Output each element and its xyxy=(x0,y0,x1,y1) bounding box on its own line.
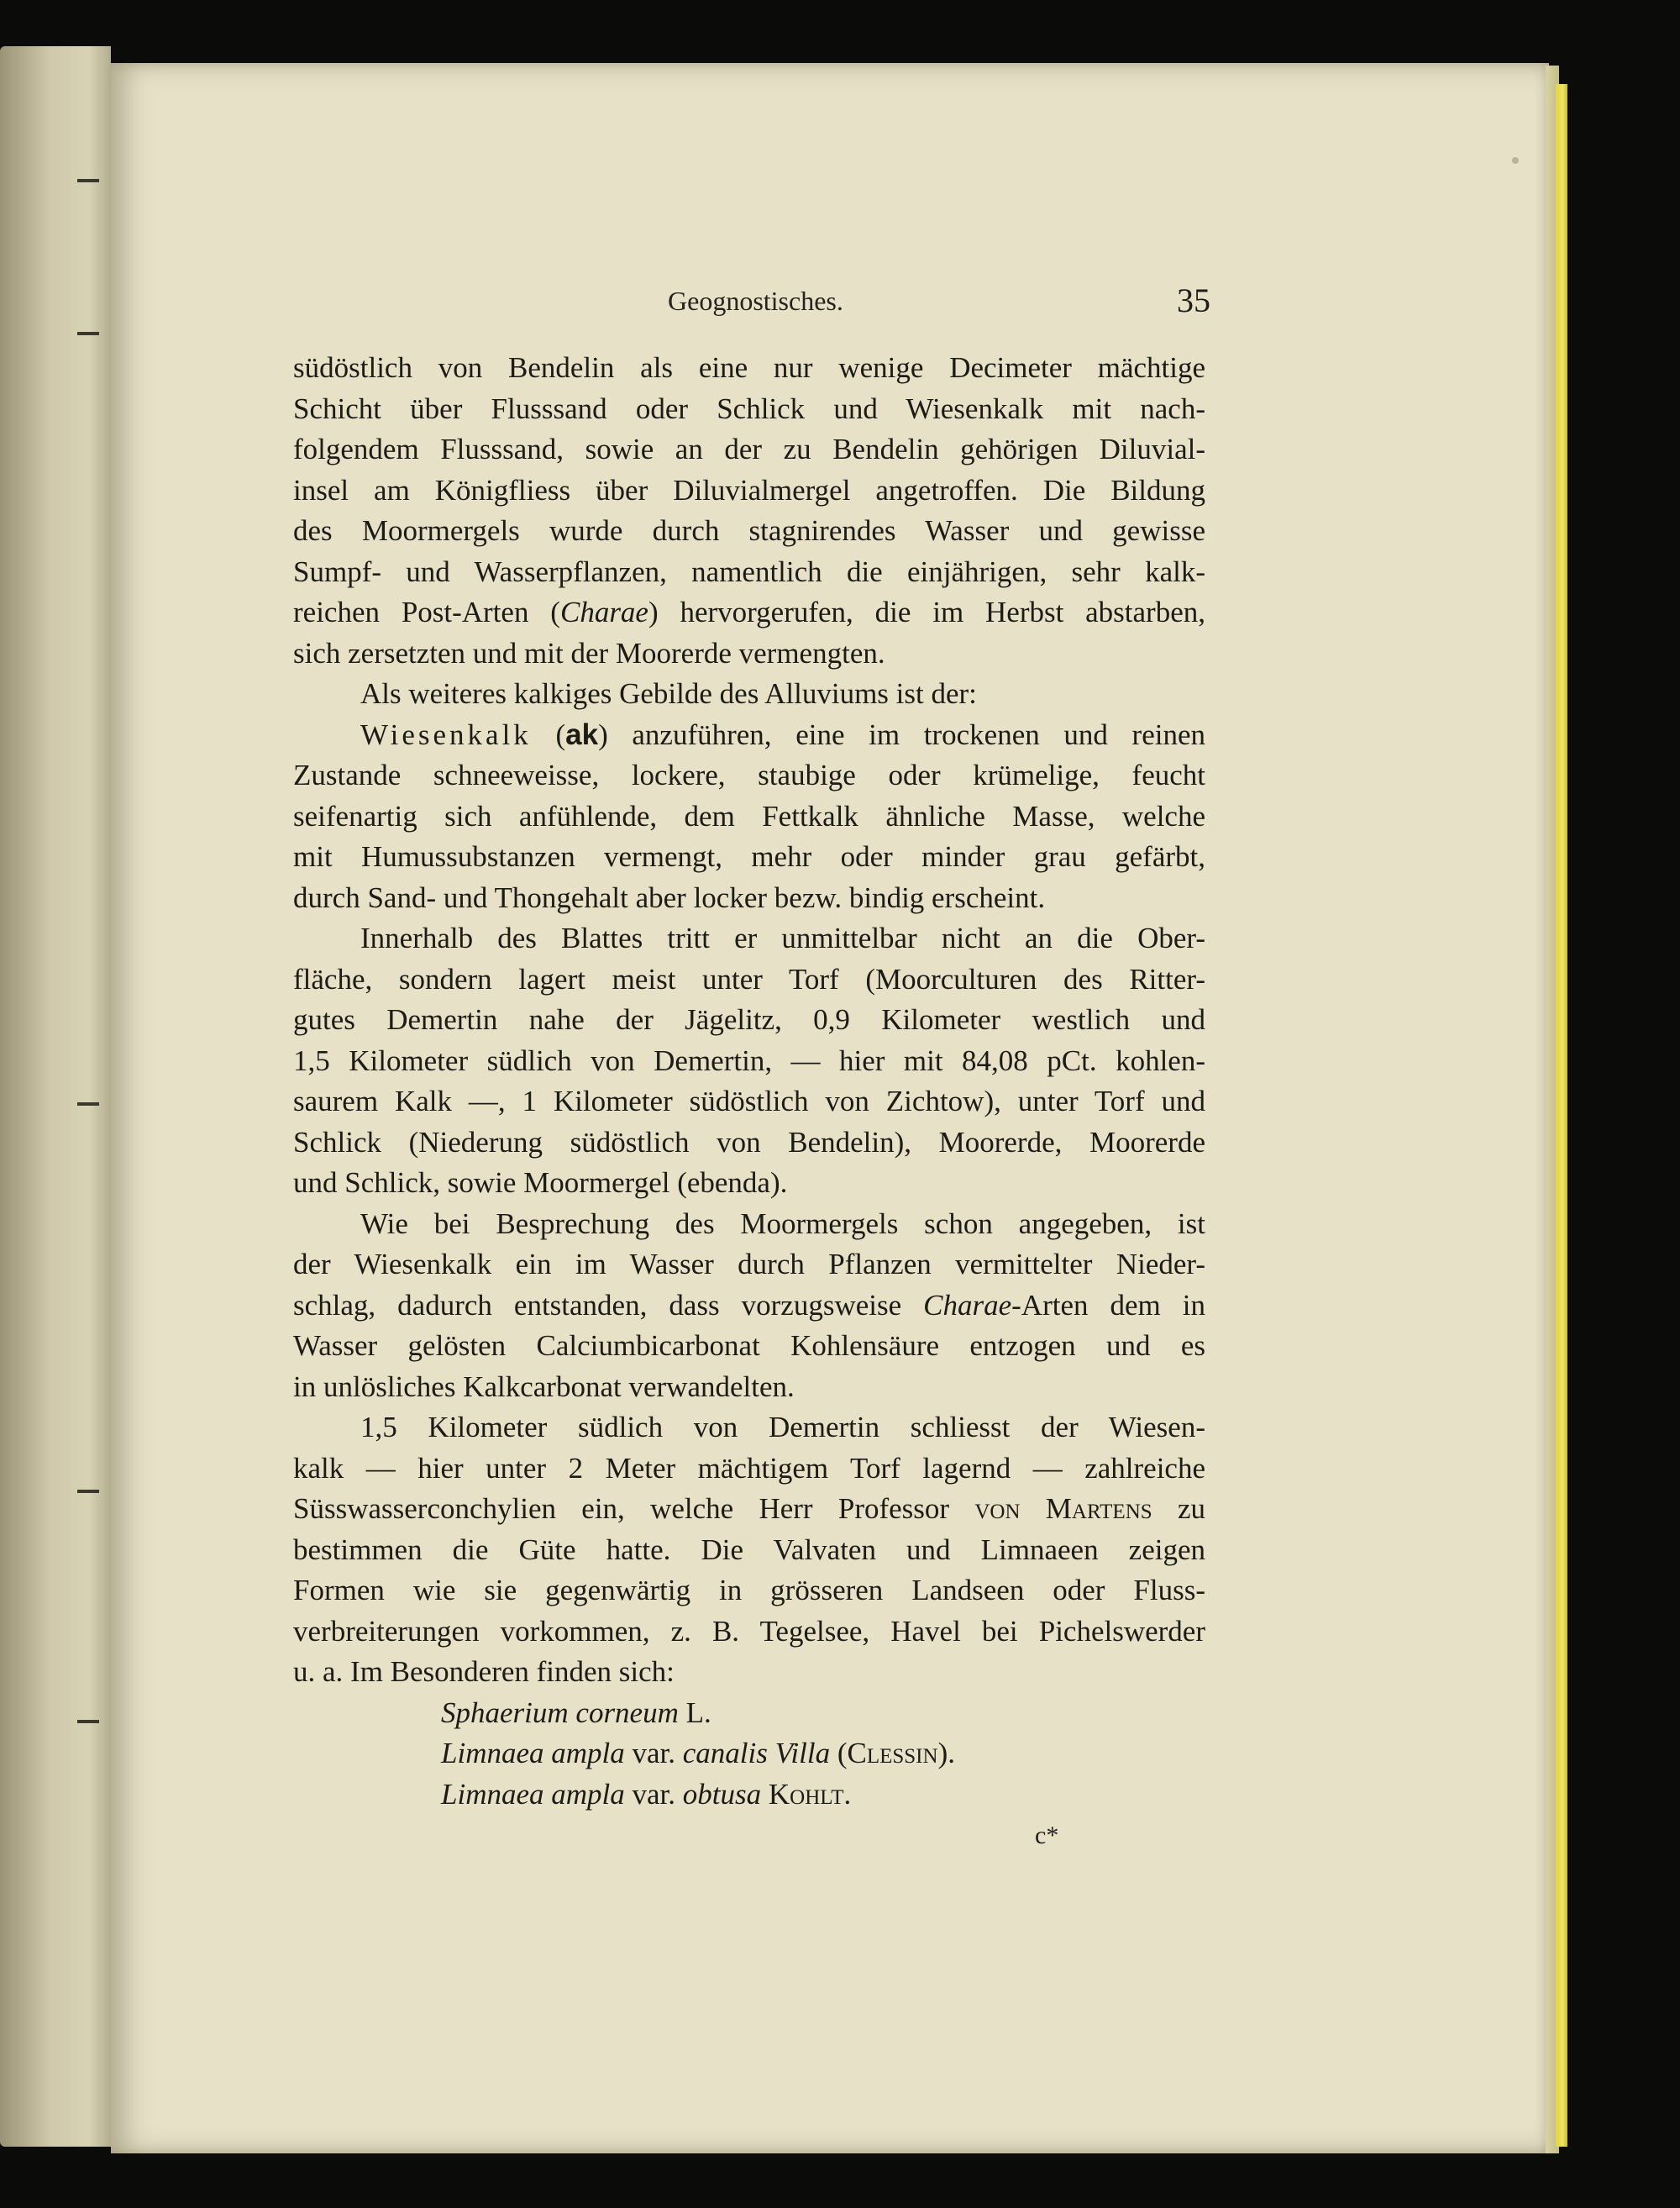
text-line: insel am Königfliess über Diluvialmergel angetroffen. Die Bildung xyxy=(293,473,1205,507)
map-symbol: ak xyxy=(565,718,599,751)
body-text xyxy=(293,348,1205,1815)
text-line: u. a. Im Besonderen finden sich: xyxy=(293,1655,675,1688)
text-line: saurem Kalk —, 1 Kilometer südöstlich von Zichtow), unter Torf und xyxy=(293,1085,1205,1117)
text-line: Als weiteres kalkiges Gebilde des Alluviums ist der: xyxy=(360,677,977,710)
species-name: Limnaea ampla xyxy=(441,1777,625,1811)
text-line: folgendem Flusssand, sowie an der zu Bendelin gehörigen Diluvial- xyxy=(293,433,1205,465)
italic-term: Charae xyxy=(559,596,648,628)
text-line: Innerhalb des Blattes tritt er unmittelbar nicht an die Ober- xyxy=(360,922,1205,954)
text-line: mit Humussubstanzen vermengt, mehr oder minder grau gefärbt, xyxy=(293,840,1205,873)
left-page-edge xyxy=(0,46,111,2147)
page-mark xyxy=(77,179,99,182)
text-line: fläche, sondern lagert meist unter Torf (Moorculturen des Ritter- xyxy=(293,962,1205,996)
species-entry: Limnaea ampla var. obtusa Kohlt. xyxy=(441,1777,852,1811)
text-line: Formen wie sie gegenwärtig in grösseren Landseen oder Fluss- xyxy=(293,1574,1205,1606)
species-name: Limnaea ampla xyxy=(441,1737,625,1769)
running-header: Geognostisches. xyxy=(668,286,843,316)
text-line: schlag, dadurch entstanden, dass vorzugsweise Charae-Arten dem in xyxy=(293,1288,1206,1322)
yellow-page-edge xyxy=(1556,84,1567,2147)
text-line: gutes Demertin nahe der Jägelitz, 0,9 Kilometer westlich und xyxy=(293,1003,1205,1036)
text-line: verbreiterungen vorkommen, z. B. Tegelsee, Havel bei Pichelswerder xyxy=(293,1614,1205,1648)
text-line: reichen Post-Arten (Charae) hervorgerufen, die im Herbst abstarben, xyxy=(293,596,1206,628)
species-name: Sphaerium corneum xyxy=(441,1695,679,1729)
text-line: bestimmen die Güte hatte. Die Valvaten und Limnaeen zeigen xyxy=(293,1532,1205,1566)
page-mark xyxy=(77,1720,99,1723)
text-line: seifenartig sich anfühlende, dem Fettkalk ähnliche Masse, welche xyxy=(293,799,1205,833)
page-mark xyxy=(77,332,99,335)
species-entry: Sphaerium corneum L. xyxy=(441,1695,711,1729)
species-entry: Limnaea ampla var. canalis Villa (Clessin). xyxy=(441,1737,955,1769)
paper-speck xyxy=(1512,157,1519,164)
text-line: sich zersetzten und mit der Moorerde vermengten. xyxy=(293,636,885,670)
text-line: 1,5 Kilometer südlich von Demertin, — hier mit 84,08 pCt. kohlen- xyxy=(293,1044,1205,1077)
page-mark xyxy=(77,1490,99,1493)
text-line: Wasser gelösten Calciumbicarbonat Kohlensäure entzogen und es xyxy=(293,1329,1205,1362)
author-name: Clessin xyxy=(847,1737,938,1769)
text-line: Sumpf- und Wasserpflanzen, namentlich die einjährigen, sehr kalk- xyxy=(293,555,1205,588)
text-line: 1,5 Kilometer südlich von Demertin schliesst der Wiesen- xyxy=(360,1411,1205,1443)
text-line: Wie bei Besprechung des Moormergels schon angegeben, ist xyxy=(360,1207,1205,1240)
italic-term: Charae xyxy=(923,1288,1012,1322)
text-line: Zustande schneeweisse, lockere, staubige oder krümelige, feucht xyxy=(293,759,1205,791)
text-line: Wiesenkalk (ak) anzuführen, eine im trockenen und reinen xyxy=(360,718,1205,751)
variety-name: canalis Villa xyxy=(682,1737,831,1769)
text-line: Schicht über Flusssand oder Schlick und Wiesenkalk mit nach- xyxy=(293,392,1205,425)
variety-name: obtusa xyxy=(682,1777,762,1811)
text-line: Schlick (Niederung südöstlich von Bendelin), Moorerde, Moorerde xyxy=(293,1125,1205,1159)
text-line: Süsswasserconchylien ein, welche Herr Professor von Martens zu xyxy=(293,1492,1205,1525)
text-line: südöstlich von Bendelin als eine nur wenige Decimeter mächtige xyxy=(293,351,1205,384)
author-name: Kohlt xyxy=(768,1777,844,1811)
page-number: 35 xyxy=(1177,281,1210,319)
author-name: von Martens xyxy=(974,1492,1152,1525)
text-line: in unlösliches Kalkcarbonat verwandelten. xyxy=(293,1369,795,1403)
text-line: des Moormergels wurde durch stagnirendes Wasser und gewisse xyxy=(293,514,1205,547)
text-line: durch Sand- und Thongehalt aber locker bezw. bindig erscheint. xyxy=(293,881,1046,914)
text-line: und Schlick, sowie Moormergel (ebenda). xyxy=(293,1166,788,1199)
text-line: der Wiesenkalk ein im Wasser durch Pflanzen vermittelter Nieder- xyxy=(293,1248,1205,1280)
page-mark xyxy=(77,1102,99,1106)
text-line: kalk — hier unter 2 Meter mächtigem Torf lagernd — zahlreiche xyxy=(293,1451,1205,1485)
spaced-term: Wiesenkalk xyxy=(360,718,532,751)
signature-mark: c* xyxy=(1035,1822,1059,1849)
